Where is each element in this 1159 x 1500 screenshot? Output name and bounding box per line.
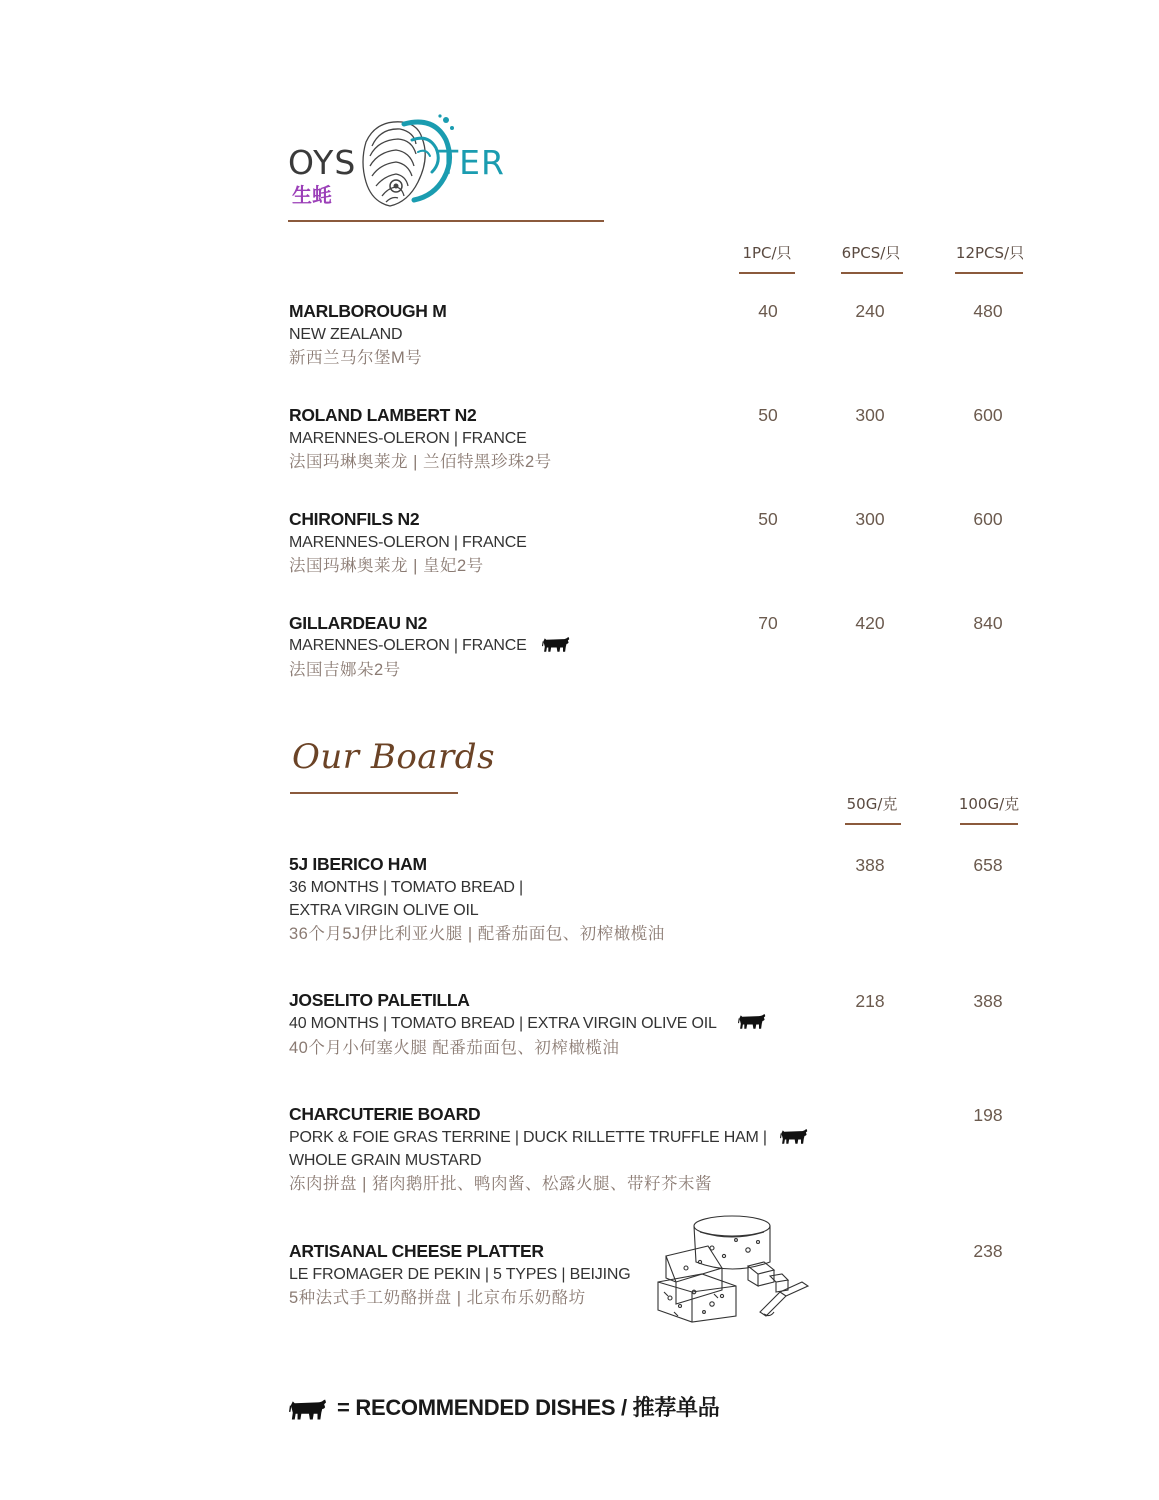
board-price-100g: 198 <box>973 1105 1003 1125</box>
board-item-desc: WHOLE GRAIN MUSTARD <box>289 1152 482 1169</box>
oyster-header <box>288 112 528 212</box>
board-item-cn: 40个月小何塞火腿 配番茄面包、初榨橄榄油 <box>289 1039 620 1057</box>
oyster-item-name: GILLARDEAU N2 <box>289 613 428 633</box>
board-item-desc: LE FROMAGER DE PEKIN | 5 TYPES | BEIJING <box>289 1266 631 1283</box>
oyster-item-name: CHIRONFILS N2 <box>289 509 420 529</box>
oyster-item-cn: 法国吉娜朵2号 <box>289 661 401 679</box>
board-price-100g: 238 <box>973 1241 1003 1261</box>
oyster-price-12pcs: 600 <box>973 405 1003 425</box>
oyster-col-6pcs: 6PCS/只 <box>841 244 901 262</box>
oyster-price-12pcs: 840 <box>973 613 1003 633</box>
oyster-title-cn: 生蚝 <box>292 185 332 207</box>
oyster-item-origin: NEW ZEALAND <box>289 326 403 343</box>
oyster-divider <box>288 220 604 222</box>
board-item-name: CHARCUTERIE BOARD <box>289 1104 481 1124</box>
board-item-cn: 36个月5J伊比利亚火腿 | 配番茄面包、初榨橄榄油 <box>289 925 665 943</box>
board-price-100g: 658 <box>973 855 1003 875</box>
oyster-price-1pc: 50 <box>758 405 778 425</box>
oyster-item-origin: MARENNES-OLERON | FRANCE <box>289 534 527 551</box>
oyster-title-left: OYS <box>288 143 357 182</box>
board-price-100g: 388 <box>973 991 1003 1011</box>
board-item-name: 5J IBERICO HAM <box>289 854 427 874</box>
board-item-cn: 5种法式手工奶酪拼盘 | 北京布乐奶酪坊 <box>289 1289 586 1307</box>
legend-cow-icon <box>289 1397 327 1421</box>
oyster-title-right: TER <box>438 143 505 182</box>
oyster-price-6pcs: 240 <box>855 301 885 321</box>
board-item-name: ARTISANAL CHEESE PLATTER <box>289 1241 544 1261</box>
oyster-price-12pcs: 480 <box>973 301 1003 321</box>
oyster-price-6pcs: 300 <box>855 509 885 529</box>
oyster-item-cn: 法国玛琳奥莱龙 | 皇妃2号 <box>289 557 484 575</box>
oyster-item-cn: 法国玛琳奥莱龙 | 兰佰特黑珍珠2号 <box>289 453 552 471</box>
board-price-50g: 388 <box>855 855 885 875</box>
board-item-name: JOSELITO PALETILLA <box>289 990 470 1010</box>
board-item-desc: EXTRA VIRGIN OLIVE OIL <box>289 902 479 919</box>
oyster-col-1pc: 1PC/只 <box>742 244 792 262</box>
board-item-desc: 36 MONTHS | TOMATO BREAD | <box>289 879 523 896</box>
oyster-col-12pcs-rule <box>955 272 1023 274</box>
recommended-cow-icon <box>738 1012 766 1030</box>
boards-col-100g-rule <box>960 823 1018 825</box>
board-price-50g: 218 <box>855 991 885 1011</box>
boards-col-50g: 50G/克 <box>846 795 898 813</box>
recommended-cow-icon <box>542 635 570 653</box>
oyster-col-12pcs: 12PCS/只 <box>955 244 1025 262</box>
boards-divider <box>290 792 458 794</box>
legend-text: = RECOMMENDED DISHES / 推荐单品 <box>337 1395 720 1420</box>
oyster-item-cn: 新西兰马尔堡M号 <box>289 349 423 367</box>
oyster-price-12pcs: 600 <box>973 509 1003 529</box>
oyster-item-origin: MARENNES-OLERON | FRANCE <box>289 430 527 447</box>
boards-col-100g: 100G/克 <box>958 795 1020 813</box>
board-item-cn: 冻肉拼盘 | 猪肉鹅肝批、鸭肉酱、松露火腿、带籽芥末酱 <box>289 1175 712 1193</box>
cheese-illustration-icon <box>652 1212 812 1329</box>
oyster-price-1pc: 40 <box>758 301 778 321</box>
oyster-price-1pc: 50 <box>758 509 778 529</box>
oyster-price-6pcs: 420 <box>855 613 885 633</box>
oyster-price-1pc: 70 <box>758 613 778 633</box>
oyster-item-origin: MARENNES-OLERON | FRANCE <box>289 637 527 654</box>
oyster-item-name: ROLAND LAMBERT N2 <box>289 405 477 425</box>
oyster-price-6pcs: 300 <box>855 405 885 425</box>
board-item-desc: PORK & FOIE GRAS TERRINE | DUCK RILLETTE TRUFFLE HAM | <box>289 1129 767 1146</box>
oyster-col-6pcs-rule <box>841 272 903 274</box>
oyster-item-name: MARLBOROUGH M <box>289 301 447 321</box>
oyster-col-1pc-rule <box>739 272 795 274</box>
recommended-cow-icon <box>780 1127 808 1145</box>
boards-col-50g-rule <box>845 823 901 825</box>
board-item-desc: 40 MONTHS | TOMATO BREAD | EXTRA VIRGIN OLIVE OIL <box>289 1015 717 1032</box>
boards-title: Our Boards <box>292 737 496 777</box>
